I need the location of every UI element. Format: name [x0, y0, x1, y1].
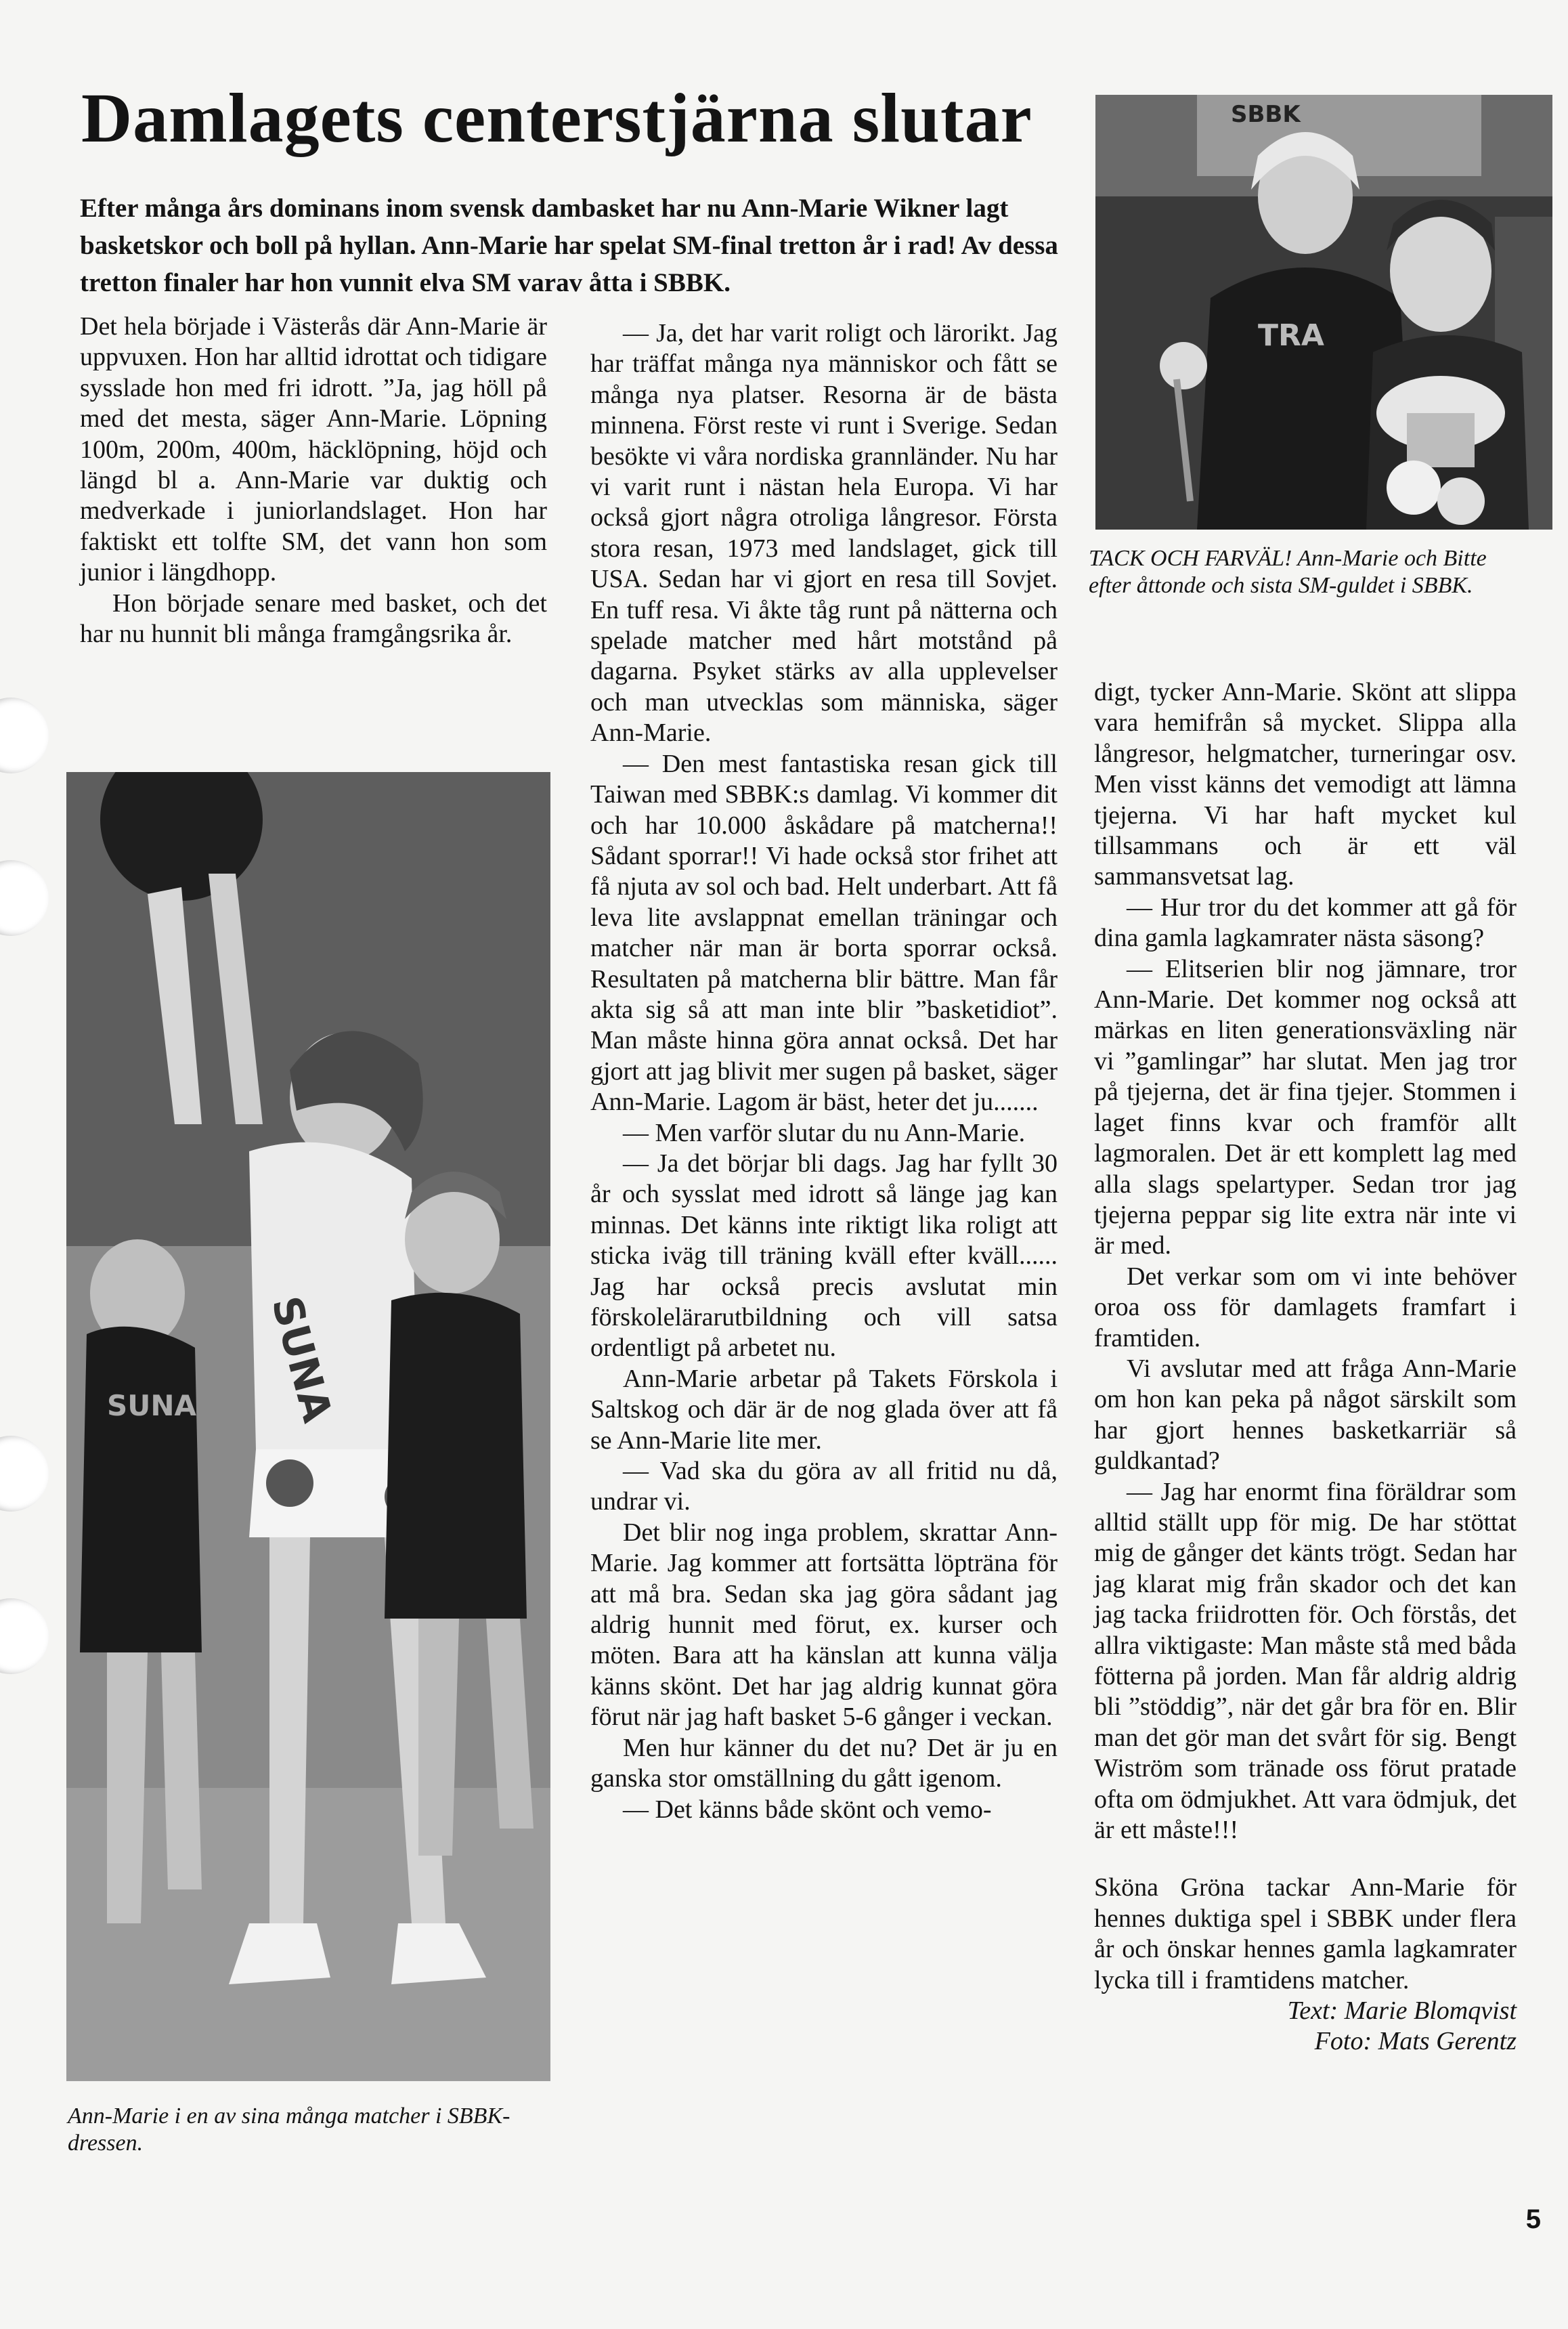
svg-text:SUNA: SUNA	[262, 1291, 341, 1428]
page-number: 5	[1525, 2204, 1541, 2234]
photo-right-caption: TACK OCH FARVÄL! Ann-Marie och Bitte efter åttonde och sista SM-guldet i SBBK.	[1089, 546, 1487, 598]
article-paragraph: — Det känns både skönt och vemo-	[623, 1795, 992, 1824]
binder-hole	[0, 860, 49, 936]
article-paragraph: — Men varför slutar du nu Ann-Marie.	[623, 1118, 1026, 1147]
article-paragraph: — Den mest fantastiska resan gick till Taiwan med SBBK:s damlag. Vi kommer dit och har 10.000 åskådare på matcherna!! Sådant sporrar!! Vi hade också stor frihet att få njuta av sol och bad. Helt underbart. Att få leva lite avslappnat emellan träningar och matcher när man är borta sporrar också. Resultaten på matcherna blir bättre. Man får akta sig så att man inte blir ”basketidiot”. Man måste hinna göra annat också. Det har gjort att jag blivit mer sugen på basket, säger Ann-Marie. Lagom är bäst, heter det ju.......	[590, 749, 1058, 1117]
article-paragraph: Det hela började i Västerås där Ann-Marie är uppvuxen. Hon har alltid idrottat och tidigare sysslade hon med fri idrott. ”Ja, jag höll på med det mesta, säger Ann-Marie. Löpning 100m, 200m, 400m, häcklöpning, höjd och längd bl a. Ann-Marie var duktig och medverkade i juniorlandslaget. Hon har faktiskt ett tolfte SM, det vann hon som junior i längdhopp.	[80, 312, 547, 587]
article-paragraph: Hon började senare med basket, och det har nu hunnit bli många framgångsrika år.	[80, 589, 547, 649]
jersey-lettering: TRA	[1258, 318, 1324, 353]
article-paragraph: digt, tycker Ann-Marie. Skönt att slippa vara hemifrån så mycket. Slippa alla långresor, helgmatcher, turneringar osv. Men visst känns det vemodigt att lämna tjejerna. Vi har haft mycket kul tillsammans och är ett väl sammansvetsat lag.	[1094, 678, 1517, 891]
article-lead: Efter många års dominans inom svensk dambasket har nu Ann-Marie Wikner lagt basketskor och boll på hyllan. Ann-Marie har spelat SM-final tretton år i rad! Av dessa tretton finaler har hon vunnit elva SM varav åtta i SBBK.	[80, 194, 1058, 297]
article-paragraph: Det verkar som om vi inte behöver oroa oss för damlagets framfart i framtiden.	[1094, 1262, 1517, 1352]
article-paragraph: — Hur tror du det kommer att gå för dina gamla lagkamrater nästa säsong?	[1094, 893, 1517, 953]
article-paragraph: — Elitserien blir nog jämnare, tror Ann-Marie. Det kommer nog också att märkas en liten generationsväxling när vi ”gamlingar” har slutat. Men jag tror på tjejerna, det är fina tjejer. Stommen i laget finns kvar och framför allt lagmoralen. Det är ett komplett lag med alla slags spelartyper. Sedan tror jag tjejerna peppar sig lite extra när inte vi är med.	[1094, 954, 1517, 1260]
credit-text: Text: Marie Blomqvist	[1287, 1996, 1517, 2026]
binder-hole	[0, 1598, 49, 1674]
article-column-3	[1094, 677, 1517, 2057]
banner-sign: SBBK	[1231, 101, 1301, 128]
binder-hole	[0, 1436, 49, 1512]
article-paragraph: Vi avslutar med att fråga Ann-Marie om hon kan peka på något särskilt som har gjort hennes basketkarriär så guldkantad?	[1094, 1354, 1517, 1476]
article-paragraph: — Ja, det har varit roligt och lärorikt. Jag har träffat många nya människor och fått se många nya platser. Resorna är de bästa minnena. Först reste vi runt i Sverige. Sedan besökte vi våra nordiska grannländer. Nu har vi varit runt i nästan hela Europa. Vi har också gjort några otroliga långresor. Första stora resan, 1973 med landslaget, gick till USA. Sedan har vi gjort en resa till Sovjet. En tuff resa. Vi åkte tåg runt på nätterna och spelade matcher med hårt motstånd på dagarna. Psyket stärks av alla upplevelser och man utvecklas som människa, säger Ann-Marie.	[590, 319, 1058, 748]
article-paragraph: Sköna Gröna tackar Ann-Marie för hennes duktiga spel i SBBK under flera år och önskar hennes gamla lagkamrater lycka till i framtidens matcher.	[1094, 1873, 1517, 1994]
article-paragraph: — Jag har enormt fina föräldrar som alltid ställt upp för mig. De har stöttat mig de gånger det känts trögt. Sedan har jag klarat mig från skador och det kan jag tacka friidrotten för. Och förstås, det allra viktigaste: Man måste stå med båda fötterna på jorden. Man får aldrig aldrig bli ”stöddig”, när det går bra för en. Blir man det gör man det svårt för sig. Bengt Wiström som tränade oss förut pratade ofta om ödmjukhet. Att vara ödmjuk, det är ett måste!!!	[1094, 1477, 1517, 1845]
binder-hole	[0, 698, 49, 773]
photo-basketball-game	[66, 772, 550, 2081]
article-column-1	[80, 312, 547, 649]
credit-photo: Foto: Mats Gerentz	[1314, 2027, 1517, 2056]
jersey-lettering: SUNA	[107, 1389, 197, 1422]
article-column-2	[590, 318, 1058, 1825]
photo-trophy-celebration	[1095, 95, 1552, 530]
photo-left-caption: Ann-Marie i en av sina många matcher i SBBK-dressen.	[68, 2103, 510, 2156]
article-paragraph: Det blir nog inga problem, skrattar Ann-Marie. Jag kommer att fortsätta löpträna för att må bra. Sedan ska jag göra sådant jag aldrig hunnit med förut, ex. kurser och möten. Bara att ha känslan att kunna välja känns skönt. Det har jag aldrig kunnat göra förut när jag haft basket 5-6 gånger i veckan.	[590, 1518, 1058, 1732]
article-paragraph: Men hur känner du det nu? Det är ju en ganska stor omställning du gått igenom.	[590, 1733, 1058, 1793]
article-title: Damlagets centerstjärna slutar	[81, 79, 1032, 157]
article-paragraph: — Vad ska du göra av all fritid nu då, undrar vi.	[590, 1457, 1058, 1516]
article-paragraph: — Ja det börjar bli dags. Jag har fyllt 30 år och sysslat med idrott så länge jag kan minnas. Det känns inte riktigt lika roligt att sticka iväg till träning kväll efter kväll...... Jag har också precis avslutat min förskolelärarutbildning och vill satsa ordentligt på arbetet nu.	[590, 1149, 1058, 1363]
article-paragraph: Ann-Marie arbetar på Takets Förskola i Saltskog och där är de nog glada över att få se Ann-Marie lite mer.	[590, 1364, 1058, 1455]
